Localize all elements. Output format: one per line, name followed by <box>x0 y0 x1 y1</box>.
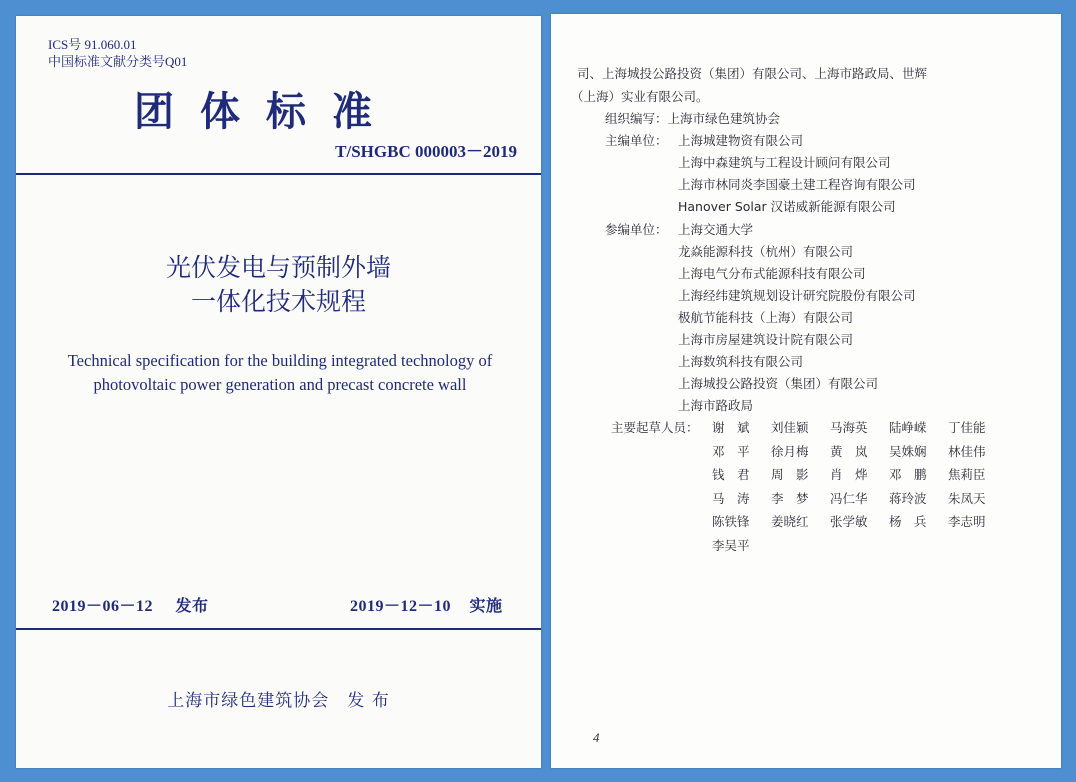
drafter-name: 李志明 <box>948 514 986 529</box>
drafter-name: 黄 岚 <box>830 443 868 459</box>
impl-date: 2019－12－10 <box>350 598 452 615</box>
drafter-name: 冯仁华 <box>830 490 868 506</box>
drafter-name: 李吴平 <box>712 537 750 553</box>
drafter-name: 丁佳能 <box>948 420 986 435</box>
drafter-name: 马 涛 <box>712 490 750 506</box>
drafter-name: 李 梦 <box>771 490 809 506</box>
drafter-name: 姜晓红 <box>771 514 809 529</box>
drafter-name: 朱凤天 <box>948 490 986 506</box>
bottom-divider <box>16 628 541 630</box>
inner-page <box>551 14 1061 768</box>
drafter-name: 马海英 <box>830 420 868 435</box>
drafters-row <box>712 442 1007 466</box>
participant-unit: 上海数筑科技有限公司 <box>678 354 804 369</box>
drafter-name: 杨 兵 <box>889 514 927 529</box>
ccs-code: 中国标准文献分类号Q01 <box>48 54 188 69</box>
title-en-line2: photovoltaic power generation and precast concrete wall <box>93 375 467 394</box>
participant-unit: 上海交通大学 <box>678 222 754 237</box>
top-divider <box>16 173 541 175</box>
drafter-name: 林佳伟 <box>948 443 986 459</box>
participant-unit: 上海电气分布式能源科技有限公司 <box>678 266 866 281</box>
drafters-row <box>712 512 1007 536</box>
participant-unit: 上海经纬建筑规划设计研究院股份有限公司 <box>678 288 916 303</box>
chief-unit: 上海市林同炎李国豪土建工程咨询有限公司 <box>678 177 916 192</box>
drafter-name: 肖 烨 <box>830 467 868 482</box>
participant-unit: 龙焱能源科技（杭州）有限公司 <box>678 244 854 259</box>
cover-page <box>16 16 541 768</box>
organizer-row <box>605 109 780 127</box>
participant-unit: 上海市房屋建筑设计院有限公司 <box>678 332 854 347</box>
issue-date: 2019－06－12 <box>52 598 154 615</box>
drafter-name: 邓 平 <box>712 443 750 459</box>
continued-line-1: 司、上海城投公路投资（集团）有限公司、上海市路政局、世辉 <box>577 66 928 81</box>
drafter-name: 钱 君 <box>712 467 750 482</box>
title-cn-line1: 光伏发电与预制外墙 <box>165 253 391 282</box>
organizer-name: 上海市绿色建筑协会 <box>667 111 781 126</box>
publisher-line: 上海市绿色建筑协会 发 布 <box>167 691 390 711</box>
drafter-name: 谢 斌 <box>712 420 750 435</box>
participant-unit: 上海城投公路投资（集团）有限公司 <box>678 376 879 391</box>
impl-label: 实施 <box>469 596 503 615</box>
organizer-label: 组织编写： <box>605 111 668 126</box>
continued-line-2: （上海）实业有限公司。 <box>571 89 709 104</box>
drafter-name: 邓 鹏 <box>889 467 927 482</box>
drafter-name: 陆峥嵘 <box>889 420 927 435</box>
drafter-name: 吴姝娴 <box>889 443 927 459</box>
participant-unit: 上海市路政局 <box>678 398 754 413</box>
page-number: 4 <box>593 730 600 745</box>
participant-label: 参编单位： <box>605 222 668 237</box>
drafter-name: 周 影 <box>771 467 809 482</box>
ics-code: ICS号 91.060.01 <box>48 37 137 52</box>
drafter-name: 徐月梅 <box>771 443 809 459</box>
issue-label: 发布 <box>175 596 209 615</box>
drafters-label: 主要起草人员： <box>611 420 699 435</box>
issue-date-block <box>52 593 209 616</box>
participant-unit: 极航节能科技（上海）有限公司 <box>678 310 854 325</box>
chief-unit: 上海城建物资有限公司 <box>678 133 804 148</box>
drafter-name: 陈铁锋 <box>712 514 750 529</box>
chief-unit: Hanover Solar 汉诺威新能源有限公司 <box>678 199 896 214</box>
chief-label: 主编单位： <box>605 133 668 148</box>
title-cn-line2: 一体化技术规程 <box>190 287 366 316</box>
drafters-row <box>712 489 1007 513</box>
standard-number: T/SHGBC 000003－2019 <box>335 142 517 161</box>
drafter-name: 蒋玲波 <box>889 490 927 506</box>
chief-unit: 上海中森建筑与工程设计顾问有限公司 <box>678 155 891 170</box>
drafter-name: 张学敏 <box>830 514 868 529</box>
drafters-row <box>712 536 1007 560</box>
drafters-row <box>712 418 1007 442</box>
standard-heading: 团体标准 <box>134 89 398 135</box>
drafter-name: 焦莉臣 <box>948 467 986 482</box>
title-en-line1: Technical specification for the building integrated technology of <box>67 351 493 370</box>
drafter-name: 刘佳颖 <box>771 420 809 435</box>
impl-date-block <box>350 593 503 616</box>
drafters-list <box>712 418 1007 559</box>
drafters-row <box>712 465 1007 489</box>
